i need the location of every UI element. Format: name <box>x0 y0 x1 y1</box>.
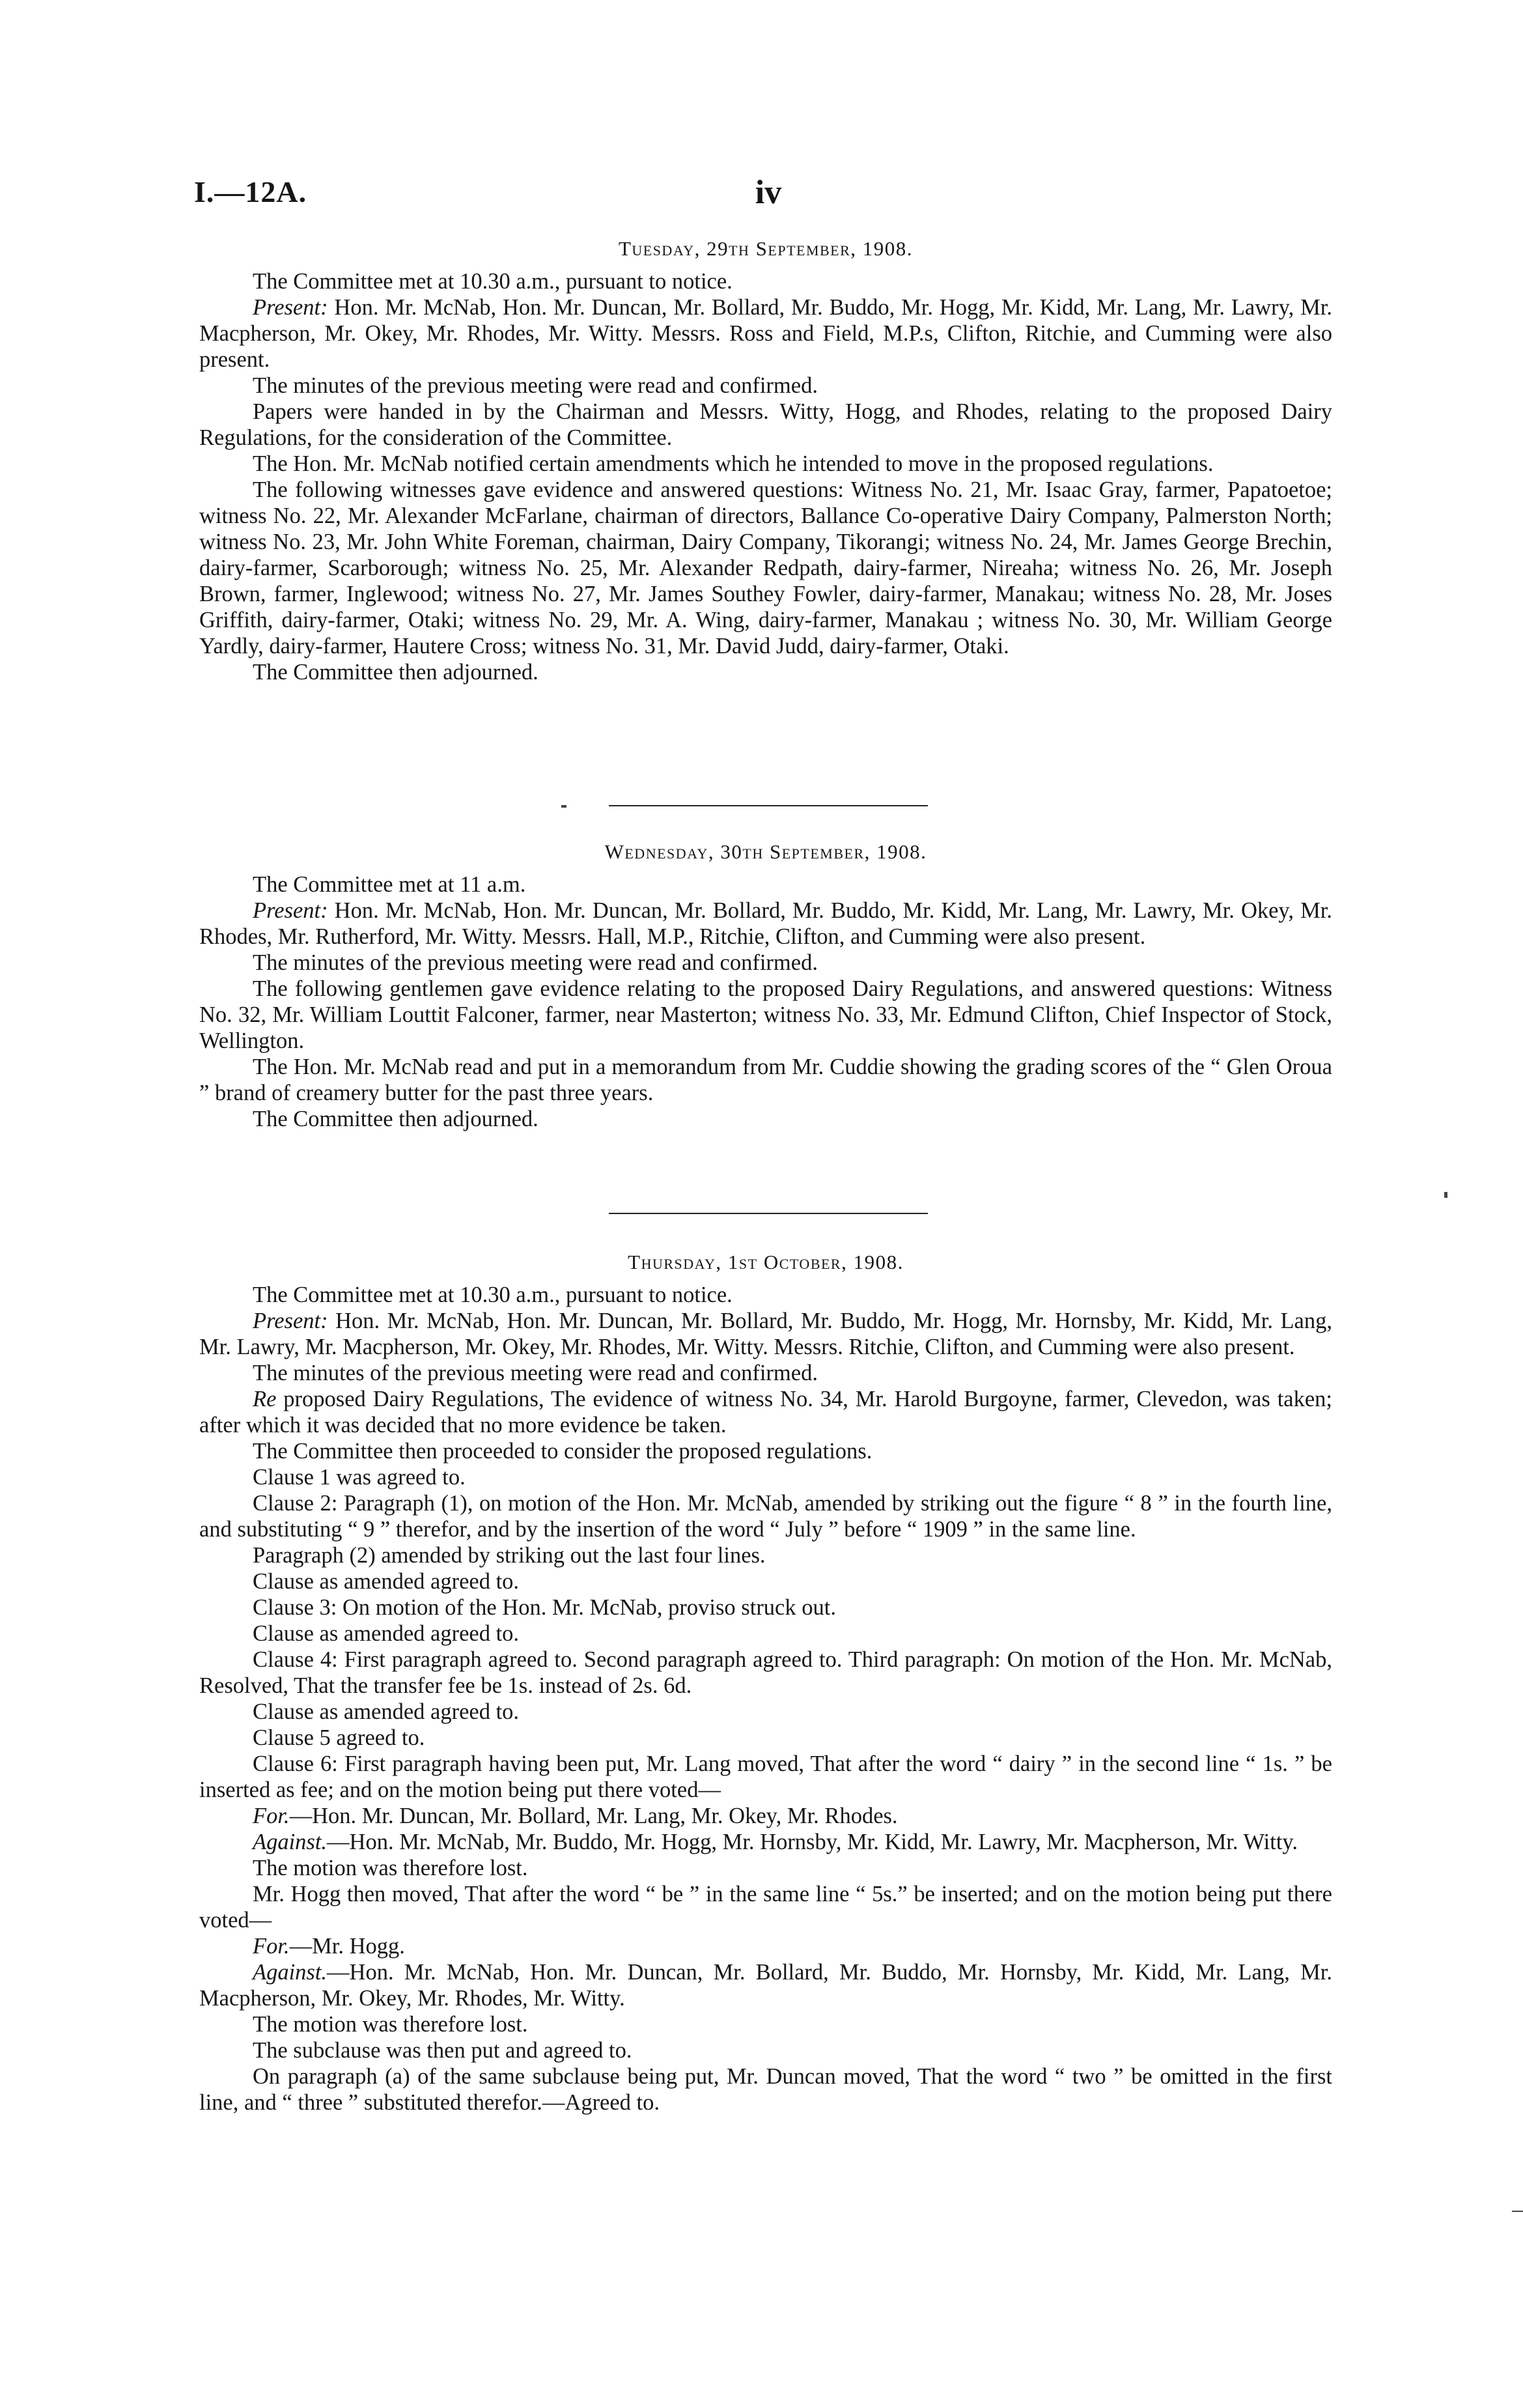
vote-against: Against.—Hon. Mr. McNab, Mr. Buddo, Mr. Hogg, Mr. Hornsby, Mr. Kidd, Mr. Lawry, Mr. Macpherson, Mr. Witty. <box>253 1830 1298 1854</box>
print-mark <box>561 805 566 808</box>
paragraph: Re proposed Dairy Regulations, The evidence of witness No. 34, Mr. Harold Burgoyne, farmer, Clevedon, was taken; after which it was decided that no more evidence be taken. <box>199 1387 1332 1438</box>
paragraph: Clause 3: On motion of the Hon. Mr. McNab, proviso struck out. <box>253 1595 836 1620</box>
minutes-section-wednesday <box>199 839 1332 1132</box>
paragraph: The Hon. Mr. McNab notified certain amendments which he intended to move in the proposed regulations. <box>253 451 1214 476</box>
document-reference: I.—12A. <box>194 175 307 208</box>
paragraph: Paragraph (2) amended by striking out the last four lines. <box>253 1543 766 1568</box>
section-divider <box>609 805 928 806</box>
paragraph: The motion was therefore lost. <box>253 2012 528 2037</box>
page-number: iv <box>755 174 782 211</box>
paragraph: The Committee met at 10.30 a.m., pursuant to notice. <box>253 269 733 294</box>
paragraph: Clause as amended agreed to. <box>253 1569 520 1594</box>
paragraph: Clause as amended agreed to. <box>253 1699 520 1724</box>
vote-for: For.—Mr. Hogg. <box>253 1934 405 1959</box>
paragraph: Clause 2: Paragraph (1), on motion of the Hon. Mr. McNab, amended by striking out the figure “ 8 ” in the fourth line, and substituting “ 9 ” therefor, and by the insertion of the word “ July ” before “ 1909 ” in the same line. <box>199 1491 1332 1542</box>
paragraph: Mr. Hogg then moved, That after the word “ be ” in the same line “ 5s.” be inserted; and on the motion being put there voted— <box>199 1882 1332 1933</box>
minutes-section-tuesday <box>199 236 1332 685</box>
paragraph: The Committee then proceeded to consider the proposed regulations. <box>253 1439 873 1464</box>
paragraph: Clause 5 agreed to. <box>253 1725 425 1750</box>
paragraph: The Committee met at 11 a.m. <box>253 872 526 897</box>
section-divider <box>609 1213 928 1214</box>
paragraph: The minutes of the previous meeting were read and confirmed. <box>253 950 818 975</box>
paragraph: The following gentlemen gave evidence relating to the proposed Dairy Regulations, and answered questions: Witness No. 32, Mr. William Louttit Falconer, farmer, near Masterton; witness No. 33, Mr. Edmund Clifton, Chief Inspector of Stock, Wellington. <box>199 976 1332 1053</box>
paragraph: Clause 6: First paragraph having been put, Mr. Lang moved, That after the word “ dairy ” in the second line “ 1s. ” be inserted as fee; and on the motion being put there voted— <box>199 1751 1332 1802</box>
paragraph: The minutes of the previous meeting were read and confirmed. <box>253 1361 818 1385</box>
paragraph: The motion was therefore lost. <box>253 1856 528 1880</box>
section-heading: Thursday, 1st October, 1908. <box>628 1251 904 1273</box>
paragraph: The Hon. Mr. McNab read and put in a memorandum from Mr. Cuddie showing the grading scores of the “ Glen Oroua ” brand of creamery butter for the past three years. <box>199 1055 1332 1105</box>
paragraph: The Committee then adjourned. <box>253 1107 538 1131</box>
print-mark <box>1512 2211 1523 2212</box>
vote-for: For.—Hon. Mr. Duncan, Mr. Bollard, Mr. Lang, Mr. Okey, Mr. Rhodes. <box>253 1804 898 1828</box>
paragraph: The subclause was then put and agreed to. <box>253 2038 632 2063</box>
section-heading: Wednesday, 30th September, 1908. <box>604 840 927 863</box>
paragraph-present: Present: Hon. Mr. McNab, Hon. Mr. Duncan, Mr. Bollard, Mr. Buddo, Mr. Kidd, Mr. Lang, Mr. Lawry, Mr. Okey, Mr. Rhodes, Mr. Rutherford, Mr. Witty. Messrs. Hall, M.P., Ritchie, Clifton, and Cumming were also present. <box>199 898 1332 949</box>
paragraph: The Committee met at 10.30 a.m., pursuant to notice. <box>253 1282 733 1307</box>
paragraph: Clause 4: First paragraph agreed to. Second paragraph agreed to. Third paragraph: On motion of the Hon. Mr. McNab, Resolved, That the transfer fee be 1s. instead of 2s. 6d. <box>199 1647 1332 1698</box>
print-mark <box>1444 1192 1447 1198</box>
paragraph-present: Present: Hon. Mr. McNab, Hon. Mr. Duncan, Mr. Bollard, Mr. Buddo, Mr. Hogg, Mr. Kidd, Mr. Lang, Mr. Lawry, Mr. Macpherson, Mr. Okey, Mr. Rhodes, Mr. Witty. Messrs. Ross and Field, M.P.s, Clifton, Ritchie, and Cumming were also present. <box>199 295 1332 372</box>
paragraph: Papers were handed in by the Chairman and Messrs. Witty, Hogg, and Rhodes, relating to the proposed Dairy Regulations, for the consideration of the Committee. <box>199 399 1332 450</box>
section-heading: Tuesday, 29th September, 1908. <box>618 237 914 260</box>
paragraph-present: Present: Hon. Mr. McNab, Hon. Mr. Duncan, Mr. Bollard, Mr. Buddo, Mr. Hogg, Mr. Hornsby, Mr. Kidd, Mr. Lang, Mr. Lawry, Mr. Macpherson, Mr. Okey, Mr. Rhodes, Mr. Witty. Messrs. Ritchie, Clifton, and Cumming were also present. <box>199 1309 1332 1359</box>
paragraph: The Committee then adjourned. <box>253 660 538 685</box>
paragraph: On paragraph (a) of the same subclause being put, Mr. Duncan moved, That the word “ two ” be omitted in the first line, and “ three ” substituted therefor.—Agreed to. <box>199 2064 1332 2115</box>
paragraph: The minutes of the previous meeting were read and confirmed. <box>253 373 818 398</box>
minutes-section-thursday <box>199 1249 1332 2116</box>
vote-against: Against.—Hon. Mr. McNab, Hon. Mr. Duncan, Mr. Bollard, Mr. Buddo, Mr. Hornsby, Mr. Kidd, Mr. Lang, Mr. Macpherson, Mr. Okey, Mr. Rhodes, Mr. Witty. <box>199 1960 1332 2011</box>
paragraph-witnesses: The following witnesses gave evidence and answered questions: Witness No. 21, Mr. Isaac Gray, farmer, Papatoetoe; witness No. 22, Mr. Alexander McFarlane, chairman of directors, Ballance Co-operative Dairy Company, Palmerston North; witness No. 23, Mr. John White Foreman, chairman, Dairy Company, Tikorangi; witness No. 24, Mr. James George Brechin, dairy-farmer, Scarborough; witness No. 25, Mr. Alexander Redpath, dairy-farmer, Nireaha; witness No. 26, Mr. Joseph Brown, farmer, Inglewood; witness No. 27, Mr. James Southey Fowler, dairy-farmer, Manakau; witness No. 28, Mr. Joses Griffith, dairy-farmer, Otaki; witness No. 29, Mr. A. Wing, dairy-farmer, Manakau ; witness No. 30, Mr. William George Yardly, dairy-farmer, Hautere Cross; witness No. 31, Mr. David Judd, dairy-farmer, Otaki. <box>199 477 1332 659</box>
paragraph: Clause as amended agreed to. <box>253 1621 520 1646</box>
paragraph: Clause 1 was agreed to. <box>253 1465 466 1490</box>
